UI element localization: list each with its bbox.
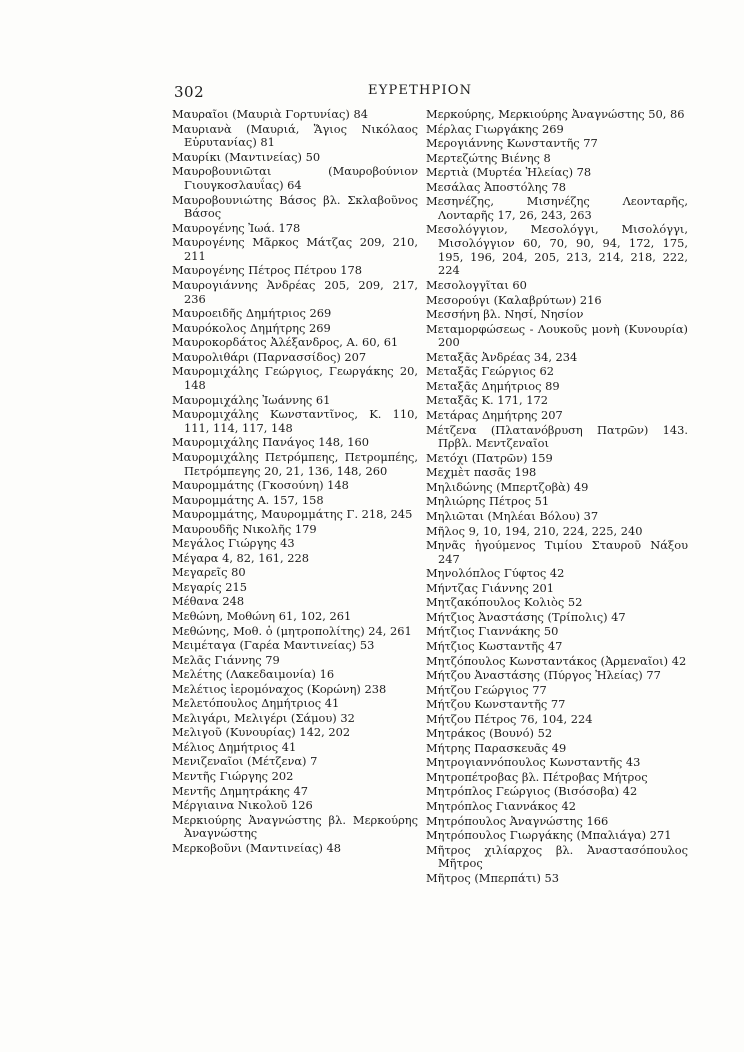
index-entry: Μήτζου Γεώργιος 77 xyxy=(426,682,547,697)
index-entry: Μαυρομιχάλης Ἰωάννης 61 xyxy=(172,392,331,407)
index-entry: Μαυρογένης Μᾶρκος Μάτζας 209, 210, 211 xyxy=(172,235,418,263)
index-entry: Μήτζιος Κωσταντῆς 47 xyxy=(426,639,563,653)
index-entry: Μαυρομιχάλης Πανάγος 148, 160 xyxy=(172,435,369,450)
index-entry: Μερτεζώτης Βιένης 8 xyxy=(426,150,551,165)
index-entry: Μαυρογένης Ἰωά. 178 xyxy=(172,220,301,235)
index-entry: Μῆτρος (Μπερπάτι) 53 xyxy=(426,870,560,885)
index-entry: Μετάρας Δημήτρης 207 xyxy=(426,408,563,423)
index-entry: Μηλιδώνης (Μπερτζοβὰ) 49 xyxy=(426,479,589,494)
index-entry: Μαυροβουνιῶται (Μαυροβούνιον Γιουγκοσλαυΐας) 64 xyxy=(172,164,418,192)
index-column-right xyxy=(426,108,688,886)
index-entry: Μαυρογένης Πέτρος Πέτρου 178 xyxy=(172,263,362,278)
running-title: ΕΥΡΕΤΗΡΙΟΝ xyxy=(368,83,473,98)
index-entry: Μεθώνη, Μοθώνη 61, 102, 261 xyxy=(172,609,352,624)
index-entry: Μῆλος 9, 10, 194, 210, 224, 225, 240 xyxy=(426,523,643,538)
index-entry: Μαυρογιάννης Ἀνδρέας 205, 209, 217, 236 xyxy=(172,278,418,306)
index-entry: Μηλιώρης Πέτρος 51 xyxy=(426,494,550,509)
index-entry: Μηνολόπλος Γύφτος 42 xyxy=(426,566,565,581)
index-entry: Μῆτρος χιλίαρχος βλ. Ἀναστασόπουλος Μῆτρος xyxy=(426,842,688,871)
index-entry: Μεντῆς Γιώργης 202 xyxy=(172,769,294,784)
index-entry: Μειμέταγα (Γαρέα Μαντινείας) 53 xyxy=(172,638,375,653)
index-entry: Μήντζας Γιάννης 201 xyxy=(426,580,555,595)
index-entry: Μαυροκορδάτος Ἀλέξανδρος, Α. 60, 61 xyxy=(172,335,399,350)
index-entry: Μαυριανὰ (Μαυριά, Ἅγιος Νικόλαος Εὐρυτανίας) 81 xyxy=(172,121,418,150)
index-entry: Μερκοβοῦνι (Μαντινείας) 48 xyxy=(172,840,342,855)
index-entry: Μέγαρα 4, 82, 161, 228 xyxy=(172,550,310,565)
index-entry: Μελᾶς Γιάννης 79 xyxy=(172,652,280,667)
index-entry: Μαυρομμάτης, Μαυρομμάτης Γ. 218, 245 xyxy=(172,507,413,522)
page-number: 302 xyxy=(174,83,205,101)
index-entry: Μεταξᾶς Δημήτριος 89 xyxy=(426,378,560,393)
index-entry: Μήτζου Πέτρος 76, 104, 224 xyxy=(426,711,593,726)
index-entry: Μεταξᾶς Ἀνδρέας 34, 234 xyxy=(426,349,578,364)
index-entry: Μενιζεναῖοι (Μέτζενα) 7 xyxy=(172,754,318,769)
index-entry: Μεντῆς Δημητράκης 47 xyxy=(172,783,309,798)
index-entry: Μητρόπλος Γεώργιος (Βισόσοβα) 42 xyxy=(426,784,638,799)
index-entry: Μαυρομιχάλης Πετρόμπεης, Πετρομπέης, Πετρόμπεγης 20, 21, 136, 148, 260 xyxy=(172,449,418,478)
index-entry: Μεσάλας Ἀποστόλης 78 xyxy=(426,179,566,194)
index-entry: Μεγάλος Γιώργης 43 xyxy=(172,536,295,551)
index-entry: Μέρλας Γιωργάκης 269 xyxy=(426,121,564,136)
index-entry: Μεθώνης, Μοθ. ὁ (μητροπολίτης) 24, 261 xyxy=(172,623,412,638)
index-entry: Μέτζενα (Πλατανόβρυση Πατρῶν) 143. Πρβλ. Μεντζεναῖοι xyxy=(426,422,688,451)
index-entry: Μηνᾶς ἡγούμενος Τιμίου Σταυροῦ Νάξου 247 xyxy=(426,538,688,566)
index-entry: Μεσολόγγιον, Μεσολόγγι, Μισολόγγι, Μισολόγγιον 60, 70, 90, 94, 172, 175, 195, 196, 204, 205, 213, 214, 218, 222, 224 xyxy=(426,222,688,278)
index-entry: Μητράκος (Βουνό) 52 xyxy=(426,726,553,741)
index-entry: Μητζόπουλος Κωνσταντάκος (Ἀρμεναῖοι) 42 xyxy=(426,653,687,668)
index-entry: Μελετόπουλος Δημήτριος 41 xyxy=(172,696,340,711)
index-entry: Μητρόπουλος Γιωργάκης (Μπαλιάγα) 271 xyxy=(426,828,672,843)
index-entry: Μαυρομιχάλης Κωνσταντῖνος, Κ. 110, 111, 114, 117, 148 xyxy=(172,407,418,435)
index-entry: Μητζακόπουλος Κολιὸς 52 xyxy=(426,595,583,610)
index-entry: Μεσολογγῖται 60 xyxy=(426,278,527,292)
index-entry: Μεταμορφώσεως - Λουκοῦς μονὴ (Κυνουρία) 200 xyxy=(426,321,688,350)
index-entry: Μητροπέτροβας βλ. Πέτροβας Μήτρος xyxy=(426,769,648,784)
index-entry: Μαυρομμάτης Α. 157, 158 xyxy=(172,492,324,507)
index-entry: Μετόχι (Πατρῶν) 159 xyxy=(426,450,553,465)
index-entry: Μαυρολιθάρι (Παρνασσίδος) 207 xyxy=(172,349,367,364)
index-entry: Μητρόπλος Γιαννάκος 42 xyxy=(426,799,576,814)
index-entry: Μερκούρης, Μερκιούρης Ἀναγνώστης 50, 86 xyxy=(426,107,685,121)
index-entry: Μήτρης Παρασκευᾶς 49 xyxy=(426,740,567,755)
index-entry: Μήτζιος Γιαννάκης 50 xyxy=(426,624,559,639)
index-entry: Μεταξᾶς Κ. 171, 172 xyxy=(426,393,548,408)
index-entry: Μεσσήνη βλ. Νησί, Νησίον xyxy=(426,307,584,322)
index-entry: Μαυροειδῆς Δημήτριος 269 xyxy=(172,306,332,321)
index-column-left xyxy=(172,108,418,856)
index-entry: Μεσορούγι (Καλαβρύτων) 216 xyxy=(426,292,602,307)
index-entry: Μαυρίκι (Μαντινείας) 50 xyxy=(172,149,321,164)
index-entry: Μαυρουδῆς Νικολῆς 179 xyxy=(172,521,317,536)
index-entry: Μερκιούρης Ἀναγνώστης βλ. Μερκούρης Ἀναγνώστης xyxy=(172,812,418,841)
index-entry: Μεταξᾶς Γεώργιος 62 xyxy=(426,364,554,379)
index-entry: Μερογιάννης Κωνσταντῆς 77 xyxy=(426,136,598,151)
index-entry: Μαυρόκολος Δημήτρης 269 xyxy=(172,320,331,335)
index-entry: Μαυροβουνιώτης Βάσος βλ. Σκλαβοῦνος Βάσος xyxy=(172,192,418,221)
index-entry: Μεγαρίς 215 xyxy=(172,579,247,594)
index-entry: Μεχμὲτ πασᾶς 198 xyxy=(426,465,537,480)
index-entry: Μήτζου Κωνσταντῆς 77 xyxy=(426,697,566,712)
index-entry: Μελιγάρι, Μελιγέρι (Σάμου) 32 xyxy=(172,710,355,725)
index-entry: Μητρογιαννόπουλος Κωνσταντῆς 43 xyxy=(426,755,641,770)
index-entry: Μέλιος Δημήτριος 41 xyxy=(172,739,297,754)
index-entry: Μαυρομμάτης (Γκοσούνη) 148 xyxy=(172,478,349,493)
index-entry: Μαυρομιχάλης Γεώργιος, Γεωργάκης 20, 148 xyxy=(172,364,418,393)
index-entry: Μηλιῶται (Μηλέαι Βόλου) 37 xyxy=(426,508,599,523)
index-entry: Μήτζου Ἀναστάσης (Πύργος Ἠλείας) 77 xyxy=(426,668,661,683)
index-entry: Μελέτιος ἱερομόναχος (Κορώνη) 238 xyxy=(172,681,387,696)
index-entry: Μεγαρεῖς 80 xyxy=(172,565,246,580)
index-entry: Μητρόπουλος Ἀναγνώστης 166 xyxy=(426,813,609,828)
index-entry: Μελέτης (Λακεδαιμονία) 16 xyxy=(172,667,335,682)
index-entry: Μερτιὰ (Μυρτέα Ἠλείας) 78 xyxy=(426,165,592,180)
index-entry: Μεσηνέζης, Μισηνέζης Λεονταρῆς, Λονταρῆς 17, 26, 243, 263 xyxy=(426,194,688,222)
index-entry: Μελιγοῦ (Κυνουρίας) 142, 202 xyxy=(172,725,351,740)
index-entry: Μέθανα 248 xyxy=(172,594,245,609)
index-entry: Μέργιαινα Νικολοῦ 126 xyxy=(172,798,313,813)
index-entry: Μαυραῖοι (Μαυριὰ Γορτυνίας) 84 xyxy=(172,107,368,121)
index-entry: Μήτζιος Ἀναστάσης (Τρίπολις) 47 xyxy=(426,609,626,624)
